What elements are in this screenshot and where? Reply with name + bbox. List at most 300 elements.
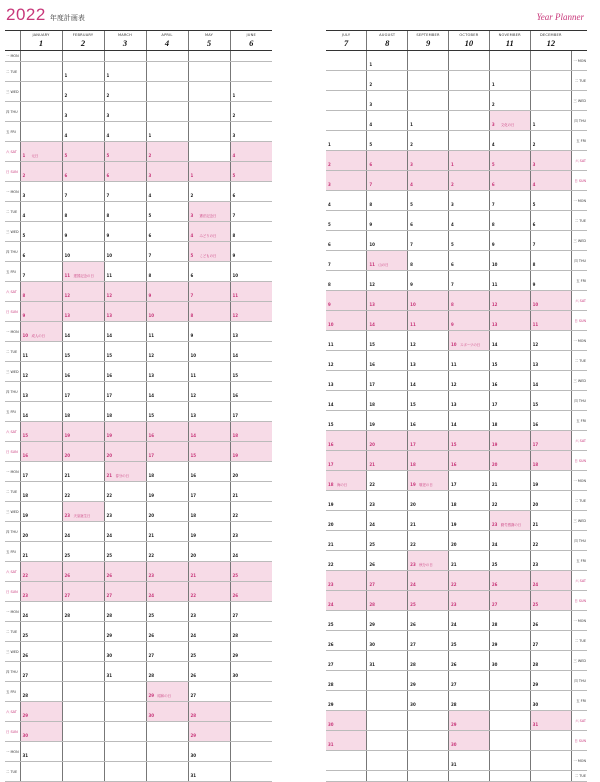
day-cell[interactable] [62, 182, 104, 202]
day-cell[interactable] [326, 150, 367, 170]
day-cell[interactable] [530, 310, 571, 330]
day-cell[interactable] [448, 150, 489, 170]
day-cell[interactable] [188, 222, 230, 242]
day-cell[interactable] [448, 530, 489, 550]
day-cell[interactable] [530, 430, 571, 450]
day-cell[interactable] [448, 230, 489, 250]
day-cell[interactable] [367, 270, 408, 290]
day-cell[interactable] [367, 570, 408, 590]
day-cell[interactable] [530, 190, 571, 210]
day-cell[interactable] [104, 182, 146, 202]
day-cell[interactable] [20, 402, 62, 422]
day-cell[interactable] [104, 622, 146, 642]
day-cell[interactable] [20, 642, 62, 662]
day-cell[interactable] [230, 82, 272, 102]
day-cell[interactable] [367, 230, 408, 250]
day-cell[interactable] [188, 702, 230, 722]
day-cell[interactable] [408, 230, 449, 250]
day-cell[interactable] [408, 210, 449, 230]
day-cell[interactable] [448, 510, 489, 530]
day-cell[interactable] [408, 390, 449, 410]
day-cell[interactable] [62, 222, 104, 242]
day-cell[interactable] [448, 210, 489, 230]
day-cell[interactable] [146, 522, 188, 542]
day-cell[interactable] [104, 442, 146, 462]
day-cell[interactable] [230, 442, 272, 462]
day-cell[interactable] [408, 650, 449, 670]
day-cell[interactable] [530, 690, 571, 710]
day-cell[interactable] [104, 222, 146, 242]
day-cell[interactable] [188, 762, 230, 782]
day-cell[interactable] [367, 290, 408, 310]
day-cell[interactable] [20, 502, 62, 522]
day-cell[interactable] [188, 382, 230, 402]
day-cell[interactable] [62, 462, 104, 482]
day-cell[interactable] [408, 170, 449, 190]
day-cell[interactable] [188, 682, 230, 702]
day-cell[interactable] [188, 182, 230, 202]
day-cell[interactable] [62, 422, 104, 442]
day-cell[interactable] [326, 370, 367, 390]
day-cell[interactable] [408, 270, 449, 290]
day-cell[interactable] [188, 202, 230, 222]
day-cell[interactable] [326, 350, 367, 370]
day-cell[interactable] [448, 650, 489, 670]
day-cell[interactable] [326, 290, 367, 310]
day-cell[interactable] [530, 230, 571, 250]
day-cell[interactable] [62, 262, 104, 282]
day-cell[interactable] [408, 630, 449, 650]
day-cell[interactable] [408, 450, 449, 470]
day-cell[interactable] [62, 382, 104, 402]
day-cell[interactable] [188, 562, 230, 582]
day-cell[interactable] [326, 450, 367, 470]
day-cell[interactable] [62, 342, 104, 362]
day-cell[interactable] [62, 562, 104, 582]
day-cell[interactable] [20, 242, 62, 262]
day-cell[interactable] [367, 350, 408, 370]
day-cell[interactable] [530, 130, 571, 150]
day-cell[interactable] [448, 270, 489, 290]
day-cell[interactable] [408, 690, 449, 710]
day-cell[interactable] [530, 110, 571, 130]
day-cell[interactable] [367, 250, 408, 270]
day-cell[interactable] [104, 322, 146, 342]
day-cell[interactable] [62, 202, 104, 222]
day-cell[interactable] [489, 250, 530, 270]
day-cell[interactable] [489, 70, 530, 90]
day-cell[interactable] [448, 370, 489, 390]
day-cell[interactable] [530, 570, 571, 590]
day-cell[interactable] [104, 402, 146, 422]
day-cell[interactable] [104, 502, 146, 522]
day-cell[interactable] [230, 362, 272, 382]
day-cell[interactable] [530, 170, 571, 190]
day-cell[interactable] [408, 290, 449, 310]
day-cell[interactable] [146, 442, 188, 462]
day-cell[interactable] [448, 590, 489, 610]
day-cell[interactable] [367, 510, 408, 530]
day-cell[interactable] [408, 130, 449, 150]
day-cell[interactable] [367, 610, 408, 630]
day-cell[interactable] [408, 530, 449, 550]
day-cell[interactable] [188, 722, 230, 742]
day-cell[interactable] [230, 382, 272, 402]
day-cell[interactable] [489, 270, 530, 290]
day-cell[interactable] [146, 202, 188, 222]
day-cell[interactable] [367, 190, 408, 210]
day-cell[interactable] [489, 170, 530, 190]
day-cell[interactable] [489, 550, 530, 570]
day-cell[interactable] [20, 142, 62, 162]
day-cell[interactable] [104, 562, 146, 582]
day-cell[interactable] [146, 322, 188, 342]
day-cell[interactable] [188, 582, 230, 602]
day-cell[interactable] [104, 122, 146, 142]
day-cell[interactable] [489, 390, 530, 410]
day-cell[interactable] [326, 730, 367, 750]
day-cell[interactable] [448, 330, 489, 350]
day-cell[interactable] [408, 350, 449, 370]
day-cell[interactable] [367, 50, 408, 70]
day-cell[interactable] [230, 222, 272, 242]
day-cell[interactable] [20, 262, 62, 282]
day-cell[interactable] [448, 730, 489, 750]
day-cell[interactable] [489, 330, 530, 350]
day-cell[interactable] [146, 622, 188, 642]
day-cell[interactable] [146, 282, 188, 302]
day-cell[interactable] [367, 590, 408, 610]
day-cell[interactable] [62, 162, 104, 182]
day-cell[interactable] [104, 162, 146, 182]
day-cell[interactable] [367, 630, 408, 650]
day-cell[interactable] [489, 530, 530, 550]
day-cell[interactable] [230, 102, 272, 122]
day-cell[interactable] [62, 502, 104, 522]
day-cell[interactable] [230, 422, 272, 442]
day-cell[interactable] [489, 590, 530, 610]
day-cell[interactable] [104, 62, 146, 82]
day-cell[interactable] [230, 302, 272, 322]
day-cell[interactable] [20, 382, 62, 402]
day-cell[interactable] [530, 610, 571, 630]
day-cell[interactable] [230, 482, 272, 502]
day-cell[interactable] [62, 62, 104, 82]
day-cell[interactable] [367, 490, 408, 510]
day-cell[interactable] [104, 382, 146, 402]
day-cell[interactable] [326, 390, 367, 410]
day-cell[interactable] [448, 290, 489, 310]
day-cell[interactable] [408, 430, 449, 450]
day-cell[interactable] [188, 462, 230, 482]
day-cell[interactable] [104, 662, 146, 682]
day-cell[interactable] [326, 510, 367, 530]
day-cell[interactable] [230, 642, 272, 662]
day-cell[interactable] [530, 270, 571, 290]
day-cell[interactable] [489, 630, 530, 650]
day-cell[interactable] [408, 110, 449, 130]
day-cell[interactable] [326, 610, 367, 630]
day-cell[interactable] [20, 562, 62, 582]
day-cell[interactable] [104, 242, 146, 262]
day-cell[interactable] [104, 202, 146, 222]
day-cell[interactable] [489, 470, 530, 490]
day-cell[interactable] [448, 490, 489, 510]
day-cell[interactable] [326, 310, 367, 330]
day-cell[interactable] [188, 502, 230, 522]
day-cell[interactable] [408, 510, 449, 530]
day-cell[interactable] [230, 502, 272, 522]
day-cell[interactable] [408, 470, 449, 490]
day-cell[interactable] [188, 422, 230, 442]
day-cell[interactable] [20, 222, 62, 242]
day-cell[interactable] [62, 322, 104, 342]
day-cell[interactable] [146, 122, 188, 142]
day-cell[interactable] [408, 670, 449, 690]
day-cell[interactable] [230, 582, 272, 602]
day-cell[interactable] [188, 242, 230, 262]
day-cell[interactable] [146, 542, 188, 562]
day-cell[interactable] [104, 602, 146, 622]
day-cell[interactable] [367, 370, 408, 390]
day-cell[interactable] [530, 210, 571, 230]
day-cell[interactable] [20, 622, 62, 642]
day-cell[interactable] [62, 542, 104, 562]
day-cell[interactable] [62, 602, 104, 622]
day-cell[interactable] [489, 90, 530, 110]
day-cell[interactable] [230, 462, 272, 482]
day-cell[interactable] [448, 710, 489, 730]
day-cell[interactable] [367, 310, 408, 330]
day-cell[interactable] [489, 450, 530, 470]
day-cell[interactable] [146, 422, 188, 442]
day-cell[interactable] [146, 662, 188, 682]
day-cell[interactable] [367, 330, 408, 350]
day-cell[interactable] [367, 390, 408, 410]
day-cell[interactable] [408, 250, 449, 270]
day-cell[interactable] [146, 342, 188, 362]
day-cell[interactable] [20, 542, 62, 562]
day-cell[interactable] [62, 282, 104, 302]
day-cell[interactable] [326, 570, 367, 590]
day-cell[interactable] [20, 322, 62, 342]
day-cell[interactable] [20, 722, 62, 742]
day-cell[interactable] [20, 442, 62, 462]
day-cell[interactable] [230, 282, 272, 302]
day-cell[interactable] [448, 250, 489, 270]
day-cell[interactable] [188, 302, 230, 322]
day-cell[interactable] [530, 710, 571, 730]
day-cell[interactable] [20, 742, 62, 762]
day-cell[interactable] [104, 342, 146, 362]
day-cell[interactable] [230, 342, 272, 362]
day-cell[interactable] [489, 230, 530, 250]
day-cell[interactable] [408, 310, 449, 330]
day-cell[interactable] [62, 82, 104, 102]
day-cell[interactable] [530, 530, 571, 550]
day-cell[interactable] [230, 622, 272, 642]
day-cell[interactable] [146, 162, 188, 182]
day-cell[interactable] [367, 470, 408, 490]
day-cell[interactable] [230, 142, 272, 162]
day-cell[interactable] [530, 330, 571, 350]
day-cell[interactable] [489, 130, 530, 150]
day-cell[interactable] [188, 542, 230, 562]
day-cell[interactable] [448, 750, 489, 770]
day-cell[interactable] [448, 390, 489, 410]
day-cell[interactable] [20, 482, 62, 502]
day-cell[interactable] [448, 630, 489, 650]
day-cell[interactable] [530, 650, 571, 670]
day-cell[interactable] [326, 330, 367, 350]
day-cell[interactable] [530, 470, 571, 490]
day-cell[interactable] [530, 390, 571, 410]
day-cell[interactable] [230, 602, 272, 622]
day-cell[interactable] [104, 362, 146, 382]
day-cell[interactable] [530, 350, 571, 370]
day-cell[interactable] [326, 230, 367, 250]
day-cell[interactable] [326, 530, 367, 550]
day-cell[interactable] [448, 690, 489, 710]
day-cell[interactable] [448, 350, 489, 370]
day-cell[interactable] [20, 302, 62, 322]
day-cell[interactable] [104, 482, 146, 502]
day-cell[interactable] [489, 650, 530, 670]
day-cell[interactable] [230, 662, 272, 682]
day-cell[interactable] [104, 422, 146, 442]
day-cell[interactable] [230, 562, 272, 582]
day-cell[interactable] [367, 450, 408, 470]
day-cell[interactable] [489, 150, 530, 170]
day-cell[interactable] [146, 502, 188, 522]
day-cell[interactable] [367, 430, 408, 450]
day-cell[interactable] [448, 310, 489, 330]
day-cell[interactable] [530, 490, 571, 510]
day-cell[interactable] [230, 402, 272, 422]
day-cell[interactable] [188, 482, 230, 502]
day-cell[interactable] [230, 122, 272, 142]
day-cell[interactable] [62, 582, 104, 602]
day-cell[interactable] [408, 410, 449, 430]
day-cell[interactable] [20, 182, 62, 202]
day-cell[interactable] [62, 102, 104, 122]
day-cell[interactable] [408, 550, 449, 570]
day-cell[interactable] [326, 190, 367, 210]
day-cell[interactable] [489, 490, 530, 510]
day-cell[interactable] [62, 302, 104, 322]
day-cell[interactable] [104, 462, 146, 482]
day-cell[interactable] [104, 102, 146, 122]
day-cell[interactable] [448, 430, 489, 450]
day-cell[interactable] [408, 190, 449, 210]
day-cell[interactable] [326, 550, 367, 570]
day-cell[interactable] [530, 250, 571, 270]
day-cell[interactable] [146, 642, 188, 662]
day-cell[interactable] [230, 322, 272, 342]
day-cell[interactable] [188, 742, 230, 762]
day-cell[interactable] [448, 170, 489, 190]
day-cell[interactable] [188, 342, 230, 362]
day-cell[interactable] [326, 710, 367, 730]
day-cell[interactable] [489, 430, 530, 450]
day-cell[interactable] [326, 690, 367, 710]
day-cell[interactable] [408, 610, 449, 630]
day-cell[interactable] [448, 610, 489, 630]
day-cell[interactable] [146, 402, 188, 422]
day-cell[interactable] [146, 182, 188, 202]
day-cell[interactable] [367, 150, 408, 170]
day-cell[interactable] [146, 262, 188, 282]
day-cell[interactable] [62, 122, 104, 142]
day-cell[interactable] [230, 182, 272, 202]
day-cell[interactable] [230, 202, 272, 222]
day-cell[interactable] [104, 82, 146, 102]
day-cell[interactable] [448, 450, 489, 470]
day-cell[interactable] [20, 362, 62, 382]
day-cell[interactable] [230, 162, 272, 182]
day-cell[interactable] [104, 642, 146, 662]
day-cell[interactable] [489, 610, 530, 630]
day-cell[interactable] [530, 150, 571, 170]
day-cell[interactable] [146, 302, 188, 322]
day-cell[interactable] [489, 510, 530, 530]
day-cell[interactable] [104, 522, 146, 542]
day-cell[interactable] [367, 130, 408, 150]
day-cell[interactable] [489, 350, 530, 370]
day-cell[interactable] [20, 422, 62, 442]
day-cell[interactable] [489, 370, 530, 390]
day-cell[interactable] [188, 262, 230, 282]
day-cell[interactable] [326, 410, 367, 430]
day-cell[interactable] [104, 582, 146, 602]
day-cell[interactable] [367, 90, 408, 110]
day-cell[interactable] [104, 302, 146, 322]
day-cell[interactable] [188, 162, 230, 182]
day-cell[interactable] [188, 522, 230, 542]
day-cell[interactable] [367, 550, 408, 570]
day-cell[interactable] [367, 410, 408, 430]
day-cell[interactable] [62, 142, 104, 162]
day-cell[interactable] [489, 570, 530, 590]
day-cell[interactable] [448, 570, 489, 590]
day-cell[interactable] [367, 170, 408, 190]
day-cell[interactable] [326, 650, 367, 670]
day-cell[interactable] [146, 462, 188, 482]
day-cell[interactable] [448, 670, 489, 690]
day-cell[interactable] [62, 402, 104, 422]
day-cell[interactable] [188, 662, 230, 682]
day-cell[interactable] [326, 250, 367, 270]
day-cell[interactable] [326, 210, 367, 230]
day-cell[interactable] [62, 442, 104, 462]
day-cell[interactable] [104, 262, 146, 282]
day-cell[interactable] [530, 290, 571, 310]
day-cell[interactable] [20, 522, 62, 542]
day-cell[interactable] [188, 442, 230, 462]
day-cell[interactable] [20, 582, 62, 602]
day-cell[interactable] [20, 602, 62, 622]
day-cell[interactable] [489, 310, 530, 330]
day-cell[interactable] [367, 650, 408, 670]
day-cell[interactable] [530, 550, 571, 570]
day-cell[interactable] [408, 330, 449, 350]
day-cell[interactable] [326, 430, 367, 450]
day-cell[interactable] [326, 490, 367, 510]
day-cell[interactable] [62, 522, 104, 542]
day-cell[interactable] [62, 482, 104, 502]
day-cell[interactable] [530, 410, 571, 430]
day-cell[interactable] [104, 282, 146, 302]
